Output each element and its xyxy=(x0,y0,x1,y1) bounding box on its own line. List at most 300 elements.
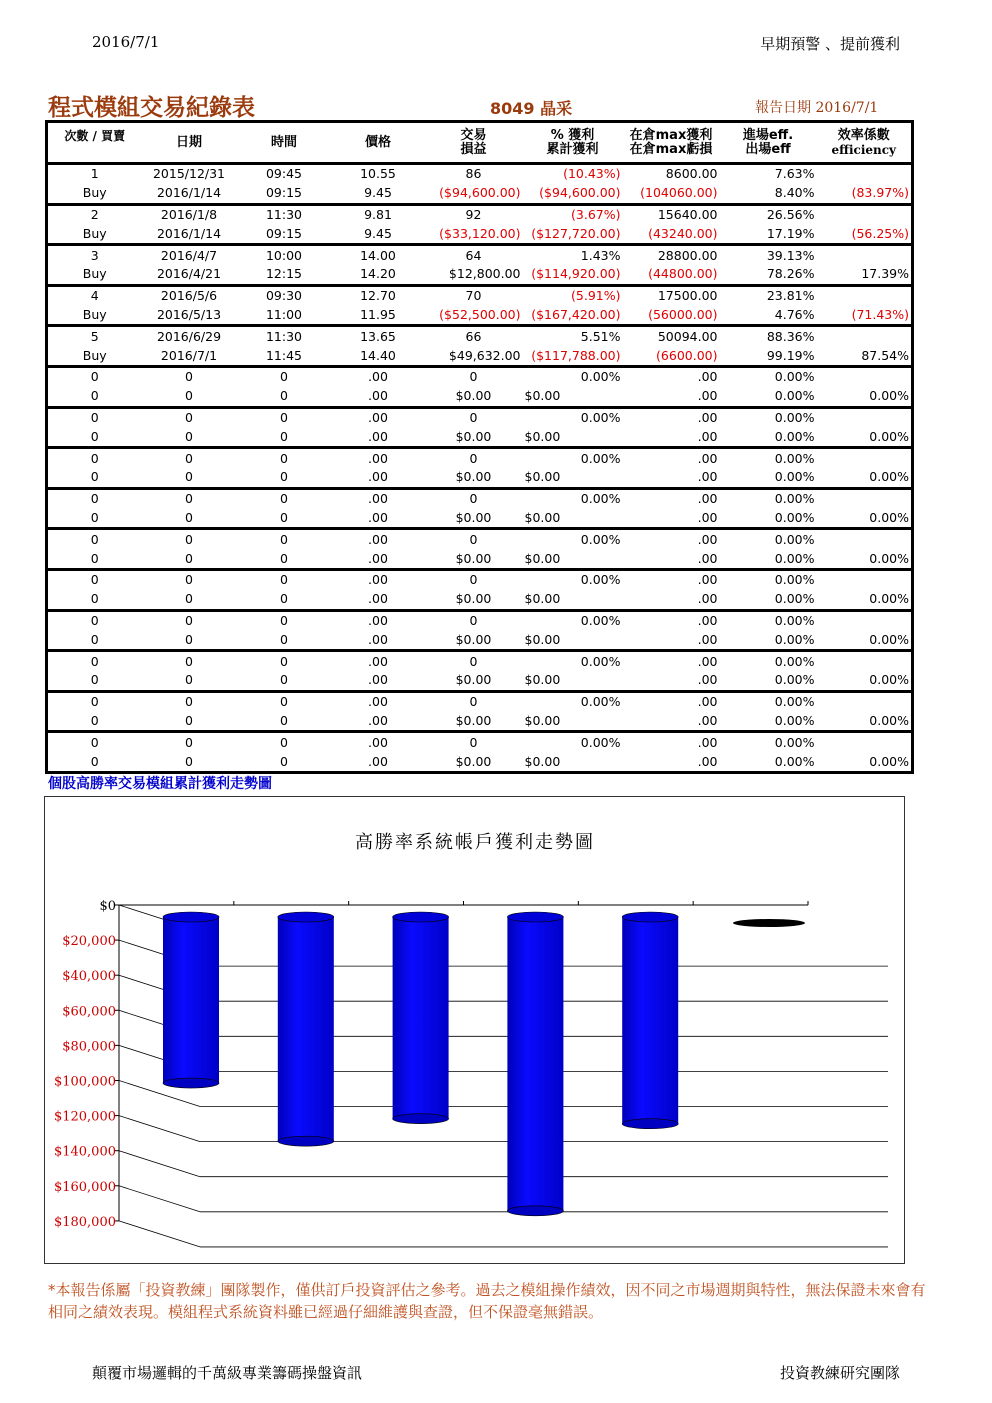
exit-eff: 0.00% xyxy=(720,387,817,407)
quantity: 86 xyxy=(425,164,523,184)
exit-price: 9.45 xyxy=(332,224,425,244)
table-row xyxy=(47,630,913,650)
efficiency: 0.00% xyxy=(817,387,913,407)
y-tick-label: $140,000 xyxy=(53,1144,116,1160)
eff-blank xyxy=(817,285,913,305)
y-tick-label: $60,000 xyxy=(62,1004,116,1020)
entry-eff: 0.00% xyxy=(720,569,817,589)
max-loss: .00 xyxy=(623,509,720,529)
y-tick-label: $40,000 xyxy=(62,969,116,985)
quantity: 0 xyxy=(425,366,523,386)
eff-blank xyxy=(817,651,913,671)
table-row xyxy=(47,569,913,589)
max-loss: .00 xyxy=(623,468,720,488)
entry-price: .00 xyxy=(332,732,425,752)
entry-eff: 0.00% xyxy=(720,407,817,427)
y-tick-label: $160,000 xyxy=(53,1179,116,1195)
table-row xyxy=(47,387,913,407)
exit-time: 0 xyxy=(237,712,332,732)
bar-body xyxy=(393,917,449,1119)
trade-side: Buy xyxy=(47,184,142,204)
trade-pnl: ($52,500.00) xyxy=(425,306,523,326)
exit-date: 0 xyxy=(142,549,237,569)
quantity: 64 xyxy=(425,245,523,265)
entry-date: 0 xyxy=(142,651,237,671)
table-row xyxy=(47,488,913,508)
exit-price: .00 xyxy=(332,509,425,529)
quantity: 0 xyxy=(425,488,523,508)
exit-time: 0 xyxy=(237,468,332,488)
bar xyxy=(393,912,449,1124)
col-pnl-top: 交易 xyxy=(460,127,487,143)
col-eff-sub: efficiency xyxy=(831,142,897,157)
bar xyxy=(163,912,219,1088)
efficiency: 17.39% xyxy=(817,265,913,285)
table-row xyxy=(47,224,913,244)
entry-eff: 88.36% xyxy=(720,326,817,346)
table-row xyxy=(47,691,913,711)
entry-date: 2015/12/31 xyxy=(142,164,237,184)
quantity: 0 xyxy=(425,732,523,752)
exit-date: 2016/4/21 xyxy=(142,265,237,285)
trade-no: 5 xyxy=(47,326,142,346)
entry-date: 0 xyxy=(142,691,237,711)
trade-no: 3 xyxy=(47,245,142,265)
exit-date: 0 xyxy=(142,590,237,610)
table-row xyxy=(47,204,913,224)
entry-time: 0 xyxy=(237,569,332,589)
eff-blank xyxy=(817,569,913,589)
quantity: 0 xyxy=(425,407,523,427)
entry-price: .00 xyxy=(332,651,425,671)
efficiency: 0.00% xyxy=(817,509,913,529)
trade-pnl: $12,800.00 xyxy=(425,265,523,285)
table-row xyxy=(47,590,913,610)
cumulative-profit: $0.00 xyxy=(523,752,623,772)
exit-time: 11:00 xyxy=(237,306,332,326)
eff-blank xyxy=(817,245,913,265)
bar-top xyxy=(622,912,678,922)
exit-eff: 0.00% xyxy=(720,509,817,529)
entry-time: 0 xyxy=(237,529,332,549)
cumulative-profit: ($167,420.00) xyxy=(523,306,623,326)
trade-side: 0 xyxy=(47,752,142,772)
eff-blank xyxy=(817,366,913,386)
col-max xyxy=(623,122,720,164)
y-tick-label: $80,000 xyxy=(62,1039,116,1055)
max-loss: (43240.00) xyxy=(623,224,720,244)
entry-eff: 0.00% xyxy=(720,529,817,549)
col-eff-title: 效率係數 xyxy=(837,127,890,143)
table-row xyxy=(47,346,913,366)
trade-pnl: ($33,120.00) xyxy=(425,224,523,244)
exit-eff: 17.19% xyxy=(720,224,817,244)
pct-profit: 0.00% xyxy=(523,691,623,711)
col-price: 價格 xyxy=(332,122,425,164)
chart-label: 個股高勝率交易模組累計獲利走勢圖 xyxy=(48,776,272,792)
efficiency: 0.00% xyxy=(817,752,913,772)
exit-price: 14.40 xyxy=(332,346,425,366)
footer-left: 顛覆市場邏輯的千萬級專業籌碼操盤資訊 xyxy=(92,1364,363,1382)
efficiency: 0.00% xyxy=(817,671,913,691)
entry-date: 0 xyxy=(142,732,237,752)
quantity: 0 xyxy=(425,569,523,589)
table-row xyxy=(47,448,913,468)
entry-date: 0 xyxy=(142,448,237,468)
quantity: 66 xyxy=(425,326,523,346)
entry-price: 10.55 xyxy=(332,164,425,184)
exit-eff: 0.00% xyxy=(720,590,817,610)
y-tick-label: $180,000 xyxy=(53,1214,116,1230)
entry-time: 11:30 xyxy=(237,204,332,224)
trade-no: 0 xyxy=(47,488,142,508)
pct-profit: 0.00% xyxy=(523,448,623,468)
trade-no: 1 xyxy=(47,164,142,184)
exit-date: 0 xyxy=(142,671,237,691)
exit-price: 9.45 xyxy=(332,184,425,204)
exit-time: 0 xyxy=(237,630,332,650)
table-row xyxy=(47,509,913,529)
bar-bottom xyxy=(393,1114,449,1124)
trade-pnl: $0.00 xyxy=(425,427,523,447)
max-loss: .00 xyxy=(623,590,720,610)
exit-date: 2016/5/13 xyxy=(142,306,237,326)
exit-price: 14.20 xyxy=(332,265,425,285)
max-loss: .00 xyxy=(623,427,720,447)
bar-body xyxy=(278,917,334,1141)
gridline-depth xyxy=(119,1221,200,1247)
entry-price: 14.00 xyxy=(332,245,425,265)
exit-date: 2016/1/14 xyxy=(142,184,237,204)
bar-body xyxy=(163,917,219,1083)
trade-pnl: $0.00 xyxy=(425,509,523,529)
entry-date: 0 xyxy=(142,407,237,427)
trade-no: 0 xyxy=(47,610,142,630)
eff-blank xyxy=(817,407,913,427)
table-row xyxy=(47,184,913,204)
cumulative-profit: ($117,788.00) xyxy=(523,346,623,366)
entry-time: 11:30 xyxy=(237,326,332,346)
exit-price: .00 xyxy=(332,712,425,732)
cumulative-profit: $0.00 xyxy=(523,630,623,650)
col-eff-bottom: 出場eff xyxy=(745,141,791,157)
cumulative-profit: $0.00 xyxy=(523,427,623,447)
table-row xyxy=(47,245,913,265)
efficiency: 0.00% xyxy=(817,549,913,569)
pct-profit: (5.91%) xyxy=(523,285,623,305)
efficiency: 87.54% xyxy=(817,346,913,366)
max-loss: (104060.00) xyxy=(623,184,720,204)
exit-eff: 0.00% xyxy=(720,712,817,732)
max-loss: .00 xyxy=(623,752,720,772)
trade-side: 0 xyxy=(47,712,142,732)
bar-bottom xyxy=(622,1119,678,1129)
profit-chart xyxy=(45,797,906,1265)
max-gain: .00 xyxy=(623,407,720,427)
entry-time: 0 xyxy=(237,448,332,468)
y-tick-label: $120,000 xyxy=(53,1109,116,1125)
max-gain: .00 xyxy=(623,488,720,508)
trade-side: 0 xyxy=(47,671,142,691)
max-gain: .00 xyxy=(623,651,720,671)
trade-no: 0 xyxy=(47,569,142,589)
max-gain: .00 xyxy=(623,610,720,630)
trade-no: 0 xyxy=(47,529,142,549)
table-row xyxy=(47,610,913,630)
col-count-side: 次數 / 買賣 xyxy=(47,122,142,164)
quantity: 0 xyxy=(425,529,523,549)
pct-profit: (10.43%) xyxy=(523,164,623,184)
trade-pnl: $49,632.00 xyxy=(425,346,523,366)
table-row xyxy=(47,752,913,772)
exit-price: .00 xyxy=(332,427,425,447)
eff-blank xyxy=(817,529,913,549)
trade-side: 0 xyxy=(47,630,142,650)
max-gain: .00 xyxy=(623,732,720,752)
exit-eff: 4.76% xyxy=(720,306,817,326)
bar-bottom xyxy=(507,1206,563,1216)
exit-price: .00 xyxy=(332,549,425,569)
max-loss: .00 xyxy=(623,671,720,691)
entry-eff: 26.56% xyxy=(720,204,817,224)
col-pnl-bottom: 損益 xyxy=(460,141,487,157)
exit-price: 11.95 xyxy=(332,306,425,326)
exit-time: 0 xyxy=(237,427,332,447)
max-gain: 50094.00 xyxy=(623,326,720,346)
eff-blank xyxy=(817,488,913,508)
max-gain: .00 xyxy=(623,529,720,549)
entry-time: 09:30 xyxy=(237,285,332,305)
table-row xyxy=(47,529,913,549)
efficiency: (83.97%) xyxy=(817,184,913,204)
entry-date: 2016/5/6 xyxy=(142,285,237,305)
cumulative-profit: $0.00 xyxy=(523,712,623,732)
entry-price: .00 xyxy=(332,366,425,386)
max-loss: .00 xyxy=(623,630,720,650)
page-title: 程式模組交易紀錄表 xyxy=(48,95,255,121)
pct-profit: 0.00% xyxy=(523,366,623,386)
entry-price: 9.81 xyxy=(332,204,425,224)
eff-blank xyxy=(817,164,913,184)
entry-price: .00 xyxy=(332,488,425,508)
chart-title: 高勝率系統帳戶獲利走勢圖 xyxy=(355,832,595,853)
entry-date: 0 xyxy=(142,569,237,589)
exit-eff: 78.26% xyxy=(720,265,817,285)
trade-pnl: $0.00 xyxy=(425,590,523,610)
trade-side: 0 xyxy=(47,509,142,529)
max-gain: .00 xyxy=(623,366,720,386)
pct-profit: (3.67%) xyxy=(523,204,623,224)
trade-side: 0 xyxy=(47,427,142,447)
cumulative-profit: $0.00 xyxy=(523,387,623,407)
y-tick-label: $0 xyxy=(99,899,116,914)
exit-price: .00 xyxy=(332,671,425,691)
quantity: 0 xyxy=(425,691,523,711)
eff-blank xyxy=(817,326,913,346)
cumulative-profit: $0.00 xyxy=(523,671,623,691)
efficiency: 0.00% xyxy=(817,712,913,732)
quantity: 70 xyxy=(425,285,523,305)
exit-eff: 99.19% xyxy=(720,346,817,366)
quantity: 92 xyxy=(425,204,523,224)
exit-time: 0 xyxy=(237,590,332,610)
efficiency: 0.00% xyxy=(817,590,913,610)
pct-profit: 5.51% xyxy=(523,326,623,346)
footer-right: 投資教練研究團隊 xyxy=(779,1364,900,1382)
exit-time: 0 xyxy=(237,671,332,691)
disclaimer: *本報告係屬「投資教練」團隊製作，僅供訂戶投資評估之參考。過去之模組操作績效，因不同之市場週期與特性，無法保證未來會有相同之績效表現。模組程式系統資料雖已經過仔細維護與查證，但不保證毫無錯誤。 xyxy=(48,1281,926,1321)
bar xyxy=(278,912,334,1146)
entry-time: 0 xyxy=(237,732,332,752)
trade-no: 0 xyxy=(47,732,142,752)
entry-eff: 0.00% xyxy=(720,691,817,711)
trade-side: Buy xyxy=(47,306,142,326)
trade-side: 0 xyxy=(47,387,142,407)
entry-time: 0 xyxy=(237,610,332,630)
gridline-depth xyxy=(119,1151,200,1177)
max-gain: 17500.00 xyxy=(623,285,720,305)
bar-bottom xyxy=(163,1078,219,1088)
trade-pnl: $0.00 xyxy=(425,671,523,691)
col-max-top: 在倉max獲利 xyxy=(629,127,713,143)
trade-no: 4 xyxy=(47,285,142,305)
table-row xyxy=(47,285,913,305)
trade-table xyxy=(45,120,914,774)
pct-profit: 0.00% xyxy=(523,529,623,549)
entry-price: .00 xyxy=(332,610,425,630)
trade-pnl: $0.00 xyxy=(425,549,523,569)
exit-price: .00 xyxy=(332,630,425,650)
exit-eff: 0.00% xyxy=(720,427,817,447)
eff-blank xyxy=(817,204,913,224)
entry-eff: 23.81% xyxy=(720,285,817,305)
exit-date: 2016/1/14 xyxy=(142,224,237,244)
col-pct-bottom: 累計獲利 xyxy=(546,141,599,157)
entry-time: 0 xyxy=(237,691,332,711)
col-max-bottom: 在倉max虧損 xyxy=(629,141,713,157)
max-loss: .00 xyxy=(623,387,720,407)
max-loss: (6600.00) xyxy=(623,346,720,366)
table-row xyxy=(47,549,913,569)
bar xyxy=(507,912,563,1216)
max-gain: .00 xyxy=(623,448,720,468)
entry-price: .00 xyxy=(332,448,425,468)
exit-time: 11:45 xyxy=(237,346,332,366)
table-row xyxy=(47,671,913,691)
cumulative-profit: $0.00 xyxy=(523,549,623,569)
exit-time: 0 xyxy=(237,549,332,569)
pct-profit: 1.43% xyxy=(523,245,623,265)
col-pct xyxy=(523,122,623,164)
max-gain: .00 xyxy=(623,691,720,711)
entry-eff: 7.63% xyxy=(720,164,817,184)
y-tick-label: $100,000 xyxy=(53,1074,116,1090)
cumulative-profit: $0.00 xyxy=(523,468,623,488)
exit-date: 0 xyxy=(142,509,237,529)
exit-eff: 0.00% xyxy=(720,752,817,772)
header-date: 2016/7/1 xyxy=(92,33,160,51)
efficiency: 0.00% xyxy=(817,468,913,488)
bar-top xyxy=(507,912,563,922)
exit-price: .00 xyxy=(332,590,425,610)
exit-date: 0 xyxy=(142,712,237,732)
entry-date: 0 xyxy=(142,366,237,386)
efficiency: (71.43%) xyxy=(817,306,913,326)
table-row xyxy=(47,164,913,184)
exit-time: 09:15 xyxy=(237,224,332,244)
bar-zero xyxy=(733,919,805,927)
exit-date: 2016/7/1 xyxy=(142,346,237,366)
exit-eff: 0.00% xyxy=(720,468,817,488)
exit-time: 0 xyxy=(237,387,332,407)
entry-price: 12.70 xyxy=(332,285,425,305)
header-slogan: 早期預警 、提前獲利 xyxy=(760,35,900,53)
table-row xyxy=(47,468,913,488)
pct-profit: 0.00% xyxy=(523,651,623,671)
max-gain: .00 xyxy=(623,569,720,589)
stock-name: 8049 晶采 xyxy=(490,99,573,118)
bar-top xyxy=(278,912,334,922)
exit-price: .00 xyxy=(332,468,425,488)
max-loss: .00 xyxy=(623,549,720,569)
exit-price: .00 xyxy=(332,387,425,407)
report-date: 報告日期 2016/7/1 xyxy=(755,100,879,116)
trade-no: 0 xyxy=(47,448,142,468)
cumulative-profit: ($94,600.00) xyxy=(523,184,623,204)
gridline-depth xyxy=(119,1116,200,1142)
entry-date: 2016/6/29 xyxy=(142,326,237,346)
table-row xyxy=(47,732,913,752)
bar xyxy=(622,912,678,1129)
entry-time: 0 xyxy=(237,651,332,671)
exit-price: .00 xyxy=(332,752,425,772)
trade-pnl: $0.00 xyxy=(425,387,523,407)
table-row xyxy=(47,265,913,285)
max-gain: 8600.00 xyxy=(623,164,720,184)
bar-body xyxy=(507,917,563,1211)
trade-side: 0 xyxy=(47,468,142,488)
max-loss: (56000.00) xyxy=(623,306,720,326)
entry-eff: 0.00% xyxy=(720,732,817,752)
y-tick-label: $20,000 xyxy=(62,934,116,950)
eff-blank xyxy=(817,448,913,468)
trade-side: Buy xyxy=(47,346,142,366)
table-row xyxy=(47,712,913,732)
eff-blank xyxy=(817,610,913,630)
eff-blank xyxy=(817,732,913,752)
pct-profit: 0.00% xyxy=(523,407,623,427)
trade-side: Buy xyxy=(47,265,142,285)
exit-time: 09:15 xyxy=(237,184,332,204)
table-row xyxy=(47,326,913,346)
quantity: 0 xyxy=(425,610,523,630)
col-efficiency xyxy=(817,122,913,164)
trade-body xyxy=(47,164,913,773)
exit-eff: 0.00% xyxy=(720,671,817,691)
trade-no: 0 xyxy=(47,407,142,427)
table-row xyxy=(47,427,913,447)
max-loss: (44800.00) xyxy=(623,265,720,285)
exit-date: 0 xyxy=(142,468,237,488)
entry-eff: 0.00% xyxy=(720,448,817,468)
trade-no: 0 xyxy=(47,651,142,671)
trade-side: 0 xyxy=(47,590,142,610)
exit-date: 0 xyxy=(142,387,237,407)
table-row xyxy=(47,651,913,671)
trade-no: 2 xyxy=(47,204,142,224)
pct-profit: 0.00% xyxy=(523,488,623,508)
entry-date: 0 xyxy=(142,529,237,549)
